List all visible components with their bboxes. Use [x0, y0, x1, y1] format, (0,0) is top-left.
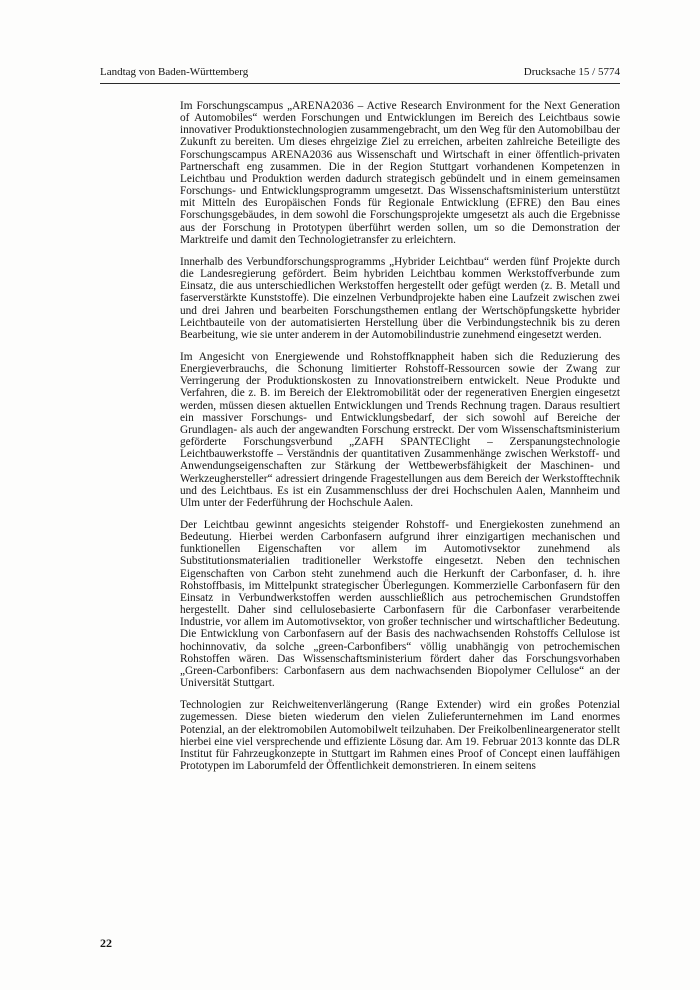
page-header	[100, 66, 620, 84]
paragraph-range-extender: Technologien zur Reichweitenverlängerung (Range Extender) wird ein großes Potenzial zugemessen. Diese bieten wiederum den vielen Zulieferunternehmen im Land enormes Potenzial, an der elektromobilen Automobilwelt teilzuhaben. Der Freikolbenlineargenerator stellt hierbei eine viel versprechende und effiziente Lösung dar. Am 19. Februar 2013 konnte das DLR Institut für Fahrzeugkonzepte in Stuttgart im Rahmen eines Proof of Concept einen lauffähigen Prototypen im Laborumfeld der Öffentlichkeit demonstrieren. In einem seitens	[180, 699, 620, 772]
paragraph-arena2036: Im Forschungscampus „ARENA2036 – Active Research Environment for the Next Generation of Automobiles“ werden Forschungen und Entwicklungen im Bereich des Leichtbaus sowie innovativer Produktionstechnologien zusammengebracht, um den Weg für den Automobilbau der Zukunft zu bereiten. Um dieses ehrgeizige Ziel zu erreichen, arbeiten zahlreiche Beteiligte des Forschungscampus ARENA2036 aus Wissenschaft und Wirtschaft in einer öffentlich-privaten Partnerschaft eng zusammen. Die in der Region Stuttgart vorhandenen Kompetenzen in Leichtbau und Produktion werden dadurch strategisch gebündelt und in einem gemeinsamen Forschungs- und Entwicklungsprogramm umgesetzt. Das Wissenschaftsministerium unterstützt mit Mitteln des Europäischen Fonds für Regionale Entwicklung (EFRE) den Bau eines Forschungsgebäudes, in dem sowohl die Forschungsprojekte umgesetzt als auch die Ergebnisse aus der Forschung in Prototypen überführt werden sollen, um so die Demonstration der Marktreife und damit den Technologietransfer zu erleichtern.	[180, 100, 620, 246]
page-number: 22	[100, 936, 112, 950]
paragraph-zafh-spantec: Im Angesicht von Energiewende und Rohstoffknappheit haben sich die Reduzierung des Energieverbrauchs, die Schonung limitierter Rohstoff-Ressourcen sowie der Zwang zur Verringerung der Produktionskosten zu Innovationstreibern entwickelt. Neue Produkte und Verfahren, die z. B. im Bereich der Elektromobilität oder der regenerativen Energien eingesetzt werden, müssen diesen aktuellen Entwicklungen und Trends Rechnung tragen. Daraus resultiert ein massiver Forschungs- und Entwicklungsbedarf, der sich sowohl auf Bereiche der Grundlagen- als auch der angewandten Forschung erstreckt. Der vom Wissenschaftsministerium geförderte Forschungsverbund „ZAFH SPANTEClight – Zerspanungstechnologie Leichtbauwerkstoffe – Verständnis der quantitativen Zusammenhänge zwischen Werkstoff- und Anwendungseigenschaften zur Stärkung der Wettbewerbsfähigkeit der Maschinen- und Werkzeughersteller“ adressiert dringende Fragestellungen aus dem Bereich der Werkstofftechnik und des Leichtbaus. Es ist ein Zusammenschluss der drei Hochschulen Aalen, Mannheim und Ulm unter der Federführung der Hochschule Aalen.	[180, 350, 620, 509]
header-document-id: Drucksache 15 / 5774	[523, 66, 620, 78]
document-body	[180, 100, 620, 782]
paragraph-carbonfasern: Der Leichtbau gewinnt angesichts steigender Rohstoff- und Energiekosten zunehmend an Bedeutung. Hierbei werden Carbonfasern aufgrund ihrer einzigartigen mechanischen und funktionellen Eigenschaften vor allem im Automotivsektor zunehmend als Substitutionsmaterialien traditioneller Werkstoffe eingesetzt. Neben den technischen Eigenschaften von Carbon steht zunehmend auch die Herkunft der Carbonfaser, d. h. ihre Rohstoffbasis, im Mittelpunkt strategischer Überlegungen. Kommerzielle Carbonfasern für den Einsatz in Verbundwerkstoffen werden ausschließlich aus petrochemischen Grundstoffen hergestellt. Daher sind cellulosebasierte Carbonfasern für die Carbonfaser verarbeitende Industrie, vor allem im Automotivsektor, von großer technischer und wirtschaftlicher Bedeutung. Die Entwicklung von Carbonfasern auf der Basis des nachwachsenden Rohstoffs Cellulose ist hochinnovativ, da solche „green-Carbonfibers“ völlig unabhängig von petrochemischen Rohstoffen wären. Das Wissenschaftsministerium fördert daher das Forschungsvorhaben „Green-Carbonfibers: Carbonfasern aus dem nachwachsenden Biopolymer Cellulose“ an der Universität Stuttgart.	[180, 519, 620, 690]
header-institution: Landtag von Baden-Württemberg	[100, 66, 249, 78]
paragraph-hybrider-leichtbau: Innerhalb des Verbundforschungsprogramms „Hybrider Leichtbau“ werden fünf Projekte durch die Landesregierung gefördert. Beim hybriden Leichtbau kommen Werkstoffverbunde zum Einsatz, die aus unterschiedlichen Werkstoffen hergestellt oder gefügt werden (z. B. Metall und faserverstärkte Kunststoffe). Die einzelnen Verbundprojekte haben eine Laufzeit zwischen zwei und drei Jahren und bearbeiten Forschungsthemen entlang der Wertschöpfungskette hybrider Leichtbauteile von der automatisierten Herstellung über die Verbindungstechnik bis zu deren Bearbeitung, wie sie unter anderem in der Automobilindustrie zunehmend eingesetzt werden.	[180, 255, 620, 341]
